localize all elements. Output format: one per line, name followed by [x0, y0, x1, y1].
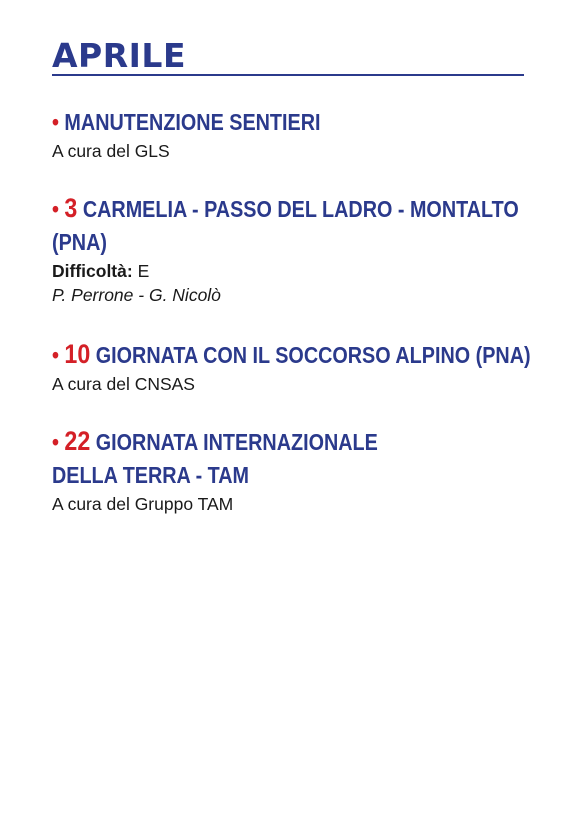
event-title-text: GIORNATA CON IL SOCCORSO ALPINO (PNA)	[95, 342, 531, 368]
event-earth-day	[52, 425, 583, 516]
event-title-text: CARMELIA - PASSO DEL LADRO - MONTALTO	[82, 196, 519, 222]
bullet: •	[52, 342, 59, 368]
event-curator: A cura del Gruppo TAM	[52, 494, 234, 514]
event-day: 3	[64, 193, 78, 223]
bullet: •	[52, 196, 59, 222]
event-title	[52, 192, 525, 226]
event-soccorso-alpino	[52, 338, 583, 396]
event-title	[52, 106, 525, 139]
bullet: •	[52, 429, 59, 455]
april-program	[52, 36, 531, 514]
event-day: 10	[64, 339, 91, 369]
difficulty-value: E	[137, 261, 150, 281]
difficulty-label: Difficoltà:	[52, 261, 133, 281]
event-day: 22	[64, 426, 91, 456]
month-header	[52, 38, 524, 76]
event-title	[52, 425, 525, 459]
event-difficulty	[52, 259, 583, 283]
event-maintenance	[52, 106, 583, 163]
bullet: •	[52, 109, 59, 135]
month-title: APRILE	[52, 36, 186, 75]
event-title-continued: DELLA TERRA - TAM	[52, 462, 250, 488]
event-curator: A cura del GLS	[52, 141, 170, 161]
event-title	[52, 338, 531, 372]
event-title-text: MANUTENZIONE SENTIERI	[64, 109, 321, 135]
event-carmelia	[52, 192, 583, 307]
event-curator: A cura del CNSAS	[52, 374, 195, 394]
event-title-continued: (PNA)	[52, 229, 107, 255]
event-title-text: GIORNATA INTERNAZIONALE	[95, 429, 378, 455]
event-leaders: P. Perrone - G. Nicolò	[52, 285, 221, 305]
